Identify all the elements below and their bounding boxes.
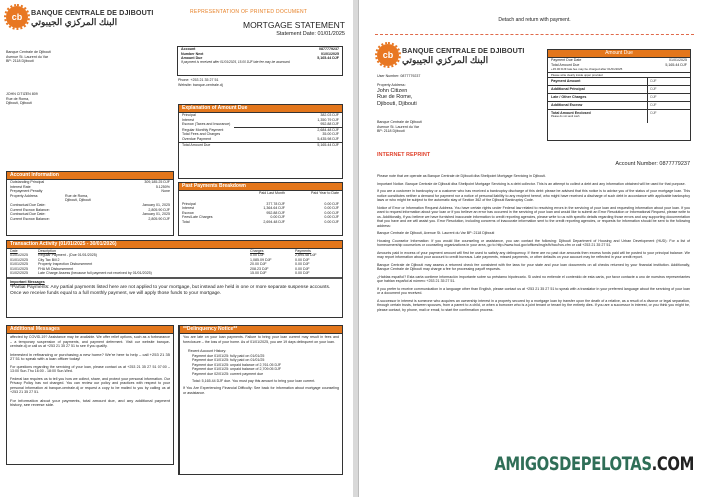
table-row: 01/02/2025 Late Charge Assess (because full payment not received by 01/01/2025) 15.00 DJF 0.00 DJF [10, 271, 310, 276]
important-messages: Important Messages *Partial Payments: Any partial payments listed here are not applied to your mortgage, but instead are held in one or more separate suspense accounts. Once we receive funds equal to a full monthly payment, we will apply those funds to your mortgage. [7, 277, 342, 297]
explanation-amount-due-section: Explanation of Amount Due Principal 382.03 DJF Interest 1,350.79 DJF Escrow (Taxes and Insurance) 952.88 DJF Regular Monthly Payment 2,684.48 DJF Total Fees and Charges 35.00 DJF Overdue Payment 5,435.98 DJF Total Amount Due 5,165.44 DJF [178, 104, 343, 179]
bank-return-address: Banque Centrale de Djibouti Avenue St. Laurent du Var BP: 2118 Djibouti [377, 120, 422, 134]
account-summary-box: Account 0877779237 Number Next 01/01/2025 Amount Due 5,165.44 DJF If payment is received after 01/01/2025, 15.00 DJF late fee may be assessed. [177, 46, 343, 76]
table-row: 01/01/2025 Regular Payment - (Due 01/01/2025) 0.00 DJF 2,694.48 DJF [10, 253, 317, 258]
list-item: Payment due 01/01/25: unpaid balance of 2,709.05 DJF [192, 367, 282, 372]
representation-label: REPRESENTATION OF PRINTED DOCUMENT [190, 9, 308, 15]
tear-line [375, 34, 694, 35]
list-item: Payment due 01/01/25: fully paid on 01/01/25 [192, 358, 265, 363]
bank-emblem-icon: cb [377, 44, 399, 66]
statement-page-back [358, 0, 710, 497]
watermark-logo: AMIGOSDEPELOTAS.COM [494, 453, 694, 475]
list-item: Payment due 02/01/25: current payment due [192, 371, 264, 376]
bank-emblem-icon: cb [6, 6, 28, 28]
statement-date: Statement Date: 01/01/2025 [276, 31, 345, 37]
user-number: User Number: 0877779237 [377, 74, 421, 78]
transaction-activity-section [6, 240, 343, 318]
late-other-charges-field[interactable]: Late / Other Charges DJF [548, 94, 690, 102]
past-payments-table: Paid Last Month Paid Year to Date Principal 377.78 DJF 0.00 DJF Interest 1,364.64 DJF 0.00 DJF Escrow 952.88 DJF 0.00 DJF Fees/Late Charges 0.00 DJF 0.00 DJF Total 2,694.48 DJF 0.00 DJF [182, 191, 339, 224]
detach-instruction: Detach and return with payment. [498, 17, 571, 23]
additional-messages-section: Additional Messages affected by COVID-19? Assistance may be available. We offer relief options, such as a forbearance – a temporary suspension of payments, and payment deferment. Visit our website banque-centrale.dj or call us at +253 21 35 27 51 to see if you qualify. Interested in refinancing or purchasing a new home? We're here to help – call +253 21 35 27 51 to speak with a loan officer today! For questions regarding the servicing of your loan, please contact us at +253 21 35 27 51 07:00 – 13:00 Sun-Thu 16:00 - 18:00 Sun-Wed. Federal law requires us to tell you how we collect, share, and protect your personal information. Our Privacy Policy has not changed. You can review our policy and practices with respect to your personal information at banque-centrale.dj or request a copy to be mailed to you by calling us at +253 21 35 27 51. For information about your payments, total amount due, and any additional payment history, see reverse side. [6, 325, 174, 465]
table-row: 01/01/2025 Property Inspection Disbursement 20.00 DJF 0.00 DJF [10, 262, 310, 267]
internet-reprint-label: INTERNET REPRINT [377, 152, 431, 158]
additional-escrow-field[interactable]: Additional Escrow DJF [548, 102, 690, 110]
table-row: 01/01/2025 City Tax Bill 2 1,085.09 DJF 0.00 DJF [10, 257, 310, 262]
payment-amount-field[interactable]: Payment Amount DJF [548, 78, 690, 86]
section-title: **Delinquency Notice** [180, 326, 342, 334]
section-title: Account Information [7, 172, 173, 180]
total-enclosed-field[interactable]: Total Amount Enclosed Please do not send cash DJF [548, 110, 690, 123]
table-row: 01/01/2025 FHA MI Disbursement 208.23 DJF 0.00 DJF [10, 266, 310, 271]
bank-logo [6, 6, 154, 28]
section-title: Past Payments Breakdown [179, 183, 342, 191]
account-history-list [188, 354, 339, 384]
section-title: Transaction Activity (01/01/2025 - 30/01/2026) [7, 241, 342, 249]
additional-principal-field[interactable]: Additional Principal DJF [548, 86, 690, 94]
recipient-address: JOHN CITIZEN 809 Rue de Roma, Djibouti, Djibouti [6, 92, 38, 106]
list-item: Payment due 01/01/25: unpaid balance of 2,761.05 DJF [192, 362, 282, 367]
list-item: Total: 5,165.44 DJF due. You must pay this amount to bring your loan current. [192, 378, 316, 383]
list-item: Payment due 01/01/25: fully paid on 01/01/25 [192, 353, 265, 358]
account-number: Account Number: 0877779237 [615, 161, 690, 167]
transactions-table: Date Description Charges Payments 01/01/2025 Regular Payment - (Due 01/01/2025) 0.00 DJF 2,694.48 DJF 01/01/2025 City Tax Bill 2 1,085.09 DJF 0.00 DJF 01/01/2025 Property Inspection Disbursement 20.00 DJF 0.00 DJF 01/01/2025 FHA MI Disbursement 208.23 DJF 0.00 DJF 01/02/2025 Late Charge Assess (because full payment not received by 01/01/2025) 15.00 DJF 0.00 DJF [7, 249, 342, 275]
section-title: Amount Due [548, 50, 690, 58]
section-title: Explanation of Amount Due [179, 105, 342, 113]
page-title: MORTGAGE STATEMENT [242, 20, 345, 30]
bank-name-ar: البنك المركزي الجيبوتي [402, 54, 489, 65]
account-information-section: Account Information Outstanding Principal 309,185.25 DJF Interest Rate 5.1250% Prepayment Penalty None Property Address Rue de Roma, Djibouti, Djibouti Contractual Due Date: January 01, 2025 Current Escrow Balance: 2,805.90 DJF Contractual Due Date: January 01, 2025 Current Escrow Balance: 2,805.90 DJF [6, 171, 174, 236]
bank-name-fr: BANQUE CENTRALE DE DJIBOUTI [402, 45, 525, 55]
past-payments-section [178, 182, 343, 236]
payment-entry-form [548, 77, 690, 123]
bank-logo [377, 44, 525, 66]
property-address: Property Address: John Citizen Rue de Rome, Djibouti, Djibouti [377, 83, 417, 107]
legal-notices: Please note that we operate as Banque Centrale de Djibouti dba Shellpoint Mortgage Servicing in Djibouti. Important Notice. Banque Centrale de Djibouti dba Shellpoint Mortgage Servicing is a debt collector. This is an attempt to collect a debt and any information obtained will be used for that purpose. If you are a customer in bankruptcy or a customer who has received a bankruptcy discharge of this debt: please be advised that this notice is to advise you of the status of your mortgage loan. This notice constitutes neither a demand for payment nor a notice of personal liability to any recipient hereof, who might have received a discharge of such debt in accordance with applicable bankruptcy laws or who might be subject to the automatic stay of Section 362 of the Djibouti Bankruptcy Code. Notice of Error or Information Request Address. You have certain rights under Federal law related to resolving errors in the servicing of your loan and requesting information about your loan. If you want to request information about your loan or if you believe an error has occurred in the servicing of your loan and would like to submit an Error Resolution or Informational Request, please write to us. Additionally, if you believe we have furnished inaccurate information to credit reporting agencies, please write to us with specific details regarding those errors and any supporting documentation that you have and we will assist you. Error Resolution, including concerns of inaccurate information sent to the credit reporting agencies, or requests for information should be sent to the following address: Banque Centrale de Djibouti, Avenue St. Laurent du Var BP: 2118 Djibouti Housing Counselor Information: If you would like counseling or assistance, you can contact the following: Djibouti Department of Housing and Urban Development (HUD): For a list of homeownership counselors or counseling organizations in your area, go to http://www.hud.gov/offices/hsg/sfh/hcc/hcs.cfm or call +253 21 35 27 51. Amounts paid in excess of your payment amount will first be used to satisfy any delinquency. If there are no past due amounts then excess funds paid will be posted to your principal balance. We may report information about your account to credit bureaus. Late payments, missed payments, or other defaults on your account may be reflected in your credit report. Banque Centrale de Djibouti may assess a returned check fee consistent with the laws for your state and your loan documents on all checks returned by your financial institution. Additionally, Banque Centrale de Djibouti may charge a fee for processing payoff requests. ¿Hablas español? Esta carta contiene información importante sobre su préstamo hipotecario. Si usted no entiende el contenido de esta carta, por favor contacte a uno de nuestros representantes que hablan español al número +253 21 35 27 51. If you prefer to receive communication in a language other than English, please contact us at +253 21 35 27 51 to speak with a translator in your preferred language about the servicing of your loan or a document you received. A successor in interest is someone who acquires an ownership interest in a property secured by a mortgage loan by transfer upon the death of a relative, as a result of a divorce or legal separation, through certain trusts, between spouses, from a parent to a child, or when a borrower who is a joint tenant or tenant by the entirety dies. If you are a successor in interest, or you think you might be, please contact, by phone, mail or email, to start the confirmation process. [377, 174, 690, 312]
statement-page-front [0, 0, 353, 497]
delinquency-notice-section: **Delinquency Notice** You are late on your loan payments. Failure to bring your loan current may result in fees and foreclosure – the loss of your home. As of 01/01/2025, you are 19 days delinquent on your loan. Recent Account History: Payment due 01/01/25: fully paid on 01/01/25 Payment due 01/01/25: fully paid on 01/01/25 Payment due 01/01/25: unpaid balance of 2,761.05 DJF Payment due 01/01/25: unpaid balance of 2,709.05 DJF Payment due 02/01/25: current payment due Total: 5,165.44 DJF due. You must pay this amount to bring your loan current. If You Are Experiencing Financial Difficulty: See back for information about mortgage counseling or assistance. [178, 325, 343, 475]
contact-info: Phone: +253 21 35 27 51 Website: banque-centrale.dj [178, 78, 223, 87]
section-title: Additional Messages [7, 326, 173, 334]
bank-name-ar: البنك المركزي الجيبوتي [31, 16, 118, 27]
bank-address: Banque Centrale de Djibouti Avenue St. Laurent du Var BP: 2118 Djibouti [6, 50, 51, 64]
bank-name-fr: BANQUE CENTRALE DE DJIBOUTI [31, 7, 154, 17]
amount-due-coupon: Amount Due Payment Due Date 01/01/2025 Total Amount Due 5,165.44 DJF +15.00 DJF late fee may be charged after 01/01/2025 Please write clearly inside upper provided Payment Amount DJF Additional Principal DJF Late / Other Charges DJF Additional Escrow DJF Total Amount Enclosed Please do not send cash DJF [547, 49, 691, 141]
